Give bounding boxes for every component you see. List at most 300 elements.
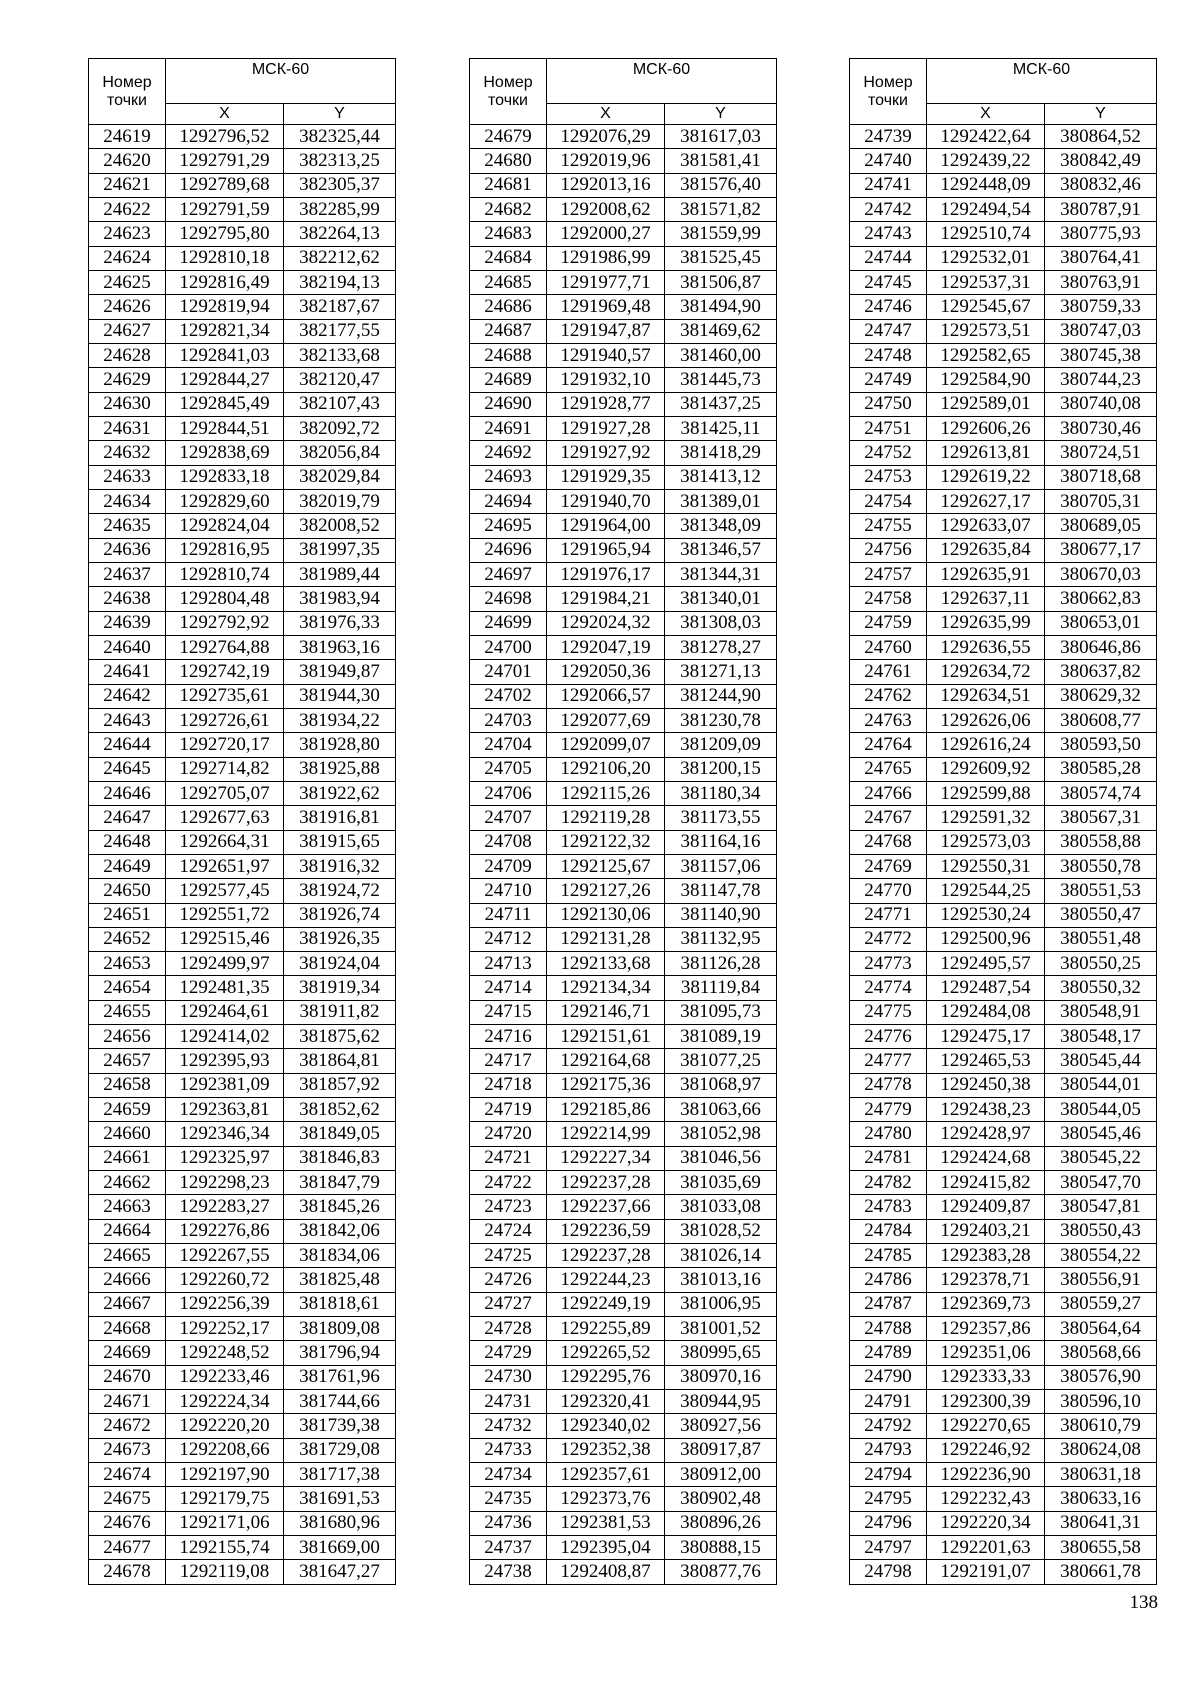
table-row xyxy=(850,1463,1157,1487)
table-row xyxy=(89,1463,396,1487)
x-coordinate-cell: 1292233,46 xyxy=(166,1365,284,1389)
point-number-cell: 24677 xyxy=(89,1536,166,1560)
x-coordinate-cell: 1292515,46 xyxy=(166,927,284,951)
x-coordinate-cell: 1292573,51 xyxy=(927,319,1045,343)
point-number-cell: 24766 xyxy=(850,781,927,805)
y-coordinate-cell: 381924,04 xyxy=(284,952,396,976)
table-row xyxy=(89,1560,396,1584)
table-row xyxy=(89,125,396,149)
point-number-cell: 24719 xyxy=(470,1098,547,1122)
y-coordinate-cell: 381132,95 xyxy=(665,927,777,951)
table-row xyxy=(89,173,396,197)
y-coordinate-cell: 381825,48 xyxy=(284,1268,396,1292)
y-coordinate-cell: 381340,01 xyxy=(665,587,777,611)
y-coordinate-cell: 381924,72 xyxy=(284,879,396,903)
x-coordinate-cell: 1292252,17 xyxy=(166,1317,284,1341)
table-row xyxy=(89,1317,396,1341)
table-row xyxy=(850,514,1157,538)
table-row xyxy=(850,368,1157,392)
point-number-cell: 24709 xyxy=(470,854,547,878)
y-coordinate-cell: 381460,00 xyxy=(665,343,777,367)
table-row xyxy=(470,1438,777,1462)
table-row xyxy=(89,270,396,294)
y-coordinate-cell: 381157,06 xyxy=(665,854,777,878)
point-number-cell: 24760 xyxy=(850,635,927,659)
point-number-cell: 24689 xyxy=(470,368,547,392)
point-number-cell: 24772 xyxy=(850,927,927,951)
x-coordinate-cell: 1292164,68 xyxy=(547,1049,665,1073)
y-coordinate-cell: 381095,73 xyxy=(665,1000,777,1024)
table-row xyxy=(89,1292,396,1316)
point-number-cell: 24787 xyxy=(850,1292,927,1316)
table-row xyxy=(470,1098,777,1122)
point-number-cell: 24643 xyxy=(89,708,166,732)
x-coordinate-cell: 1292599,88 xyxy=(927,781,1045,805)
point-number-cell: 24633 xyxy=(89,465,166,489)
x-coordinate-cell: 1292346,34 xyxy=(166,1122,284,1146)
point-number-cell: 24736 xyxy=(470,1511,547,1535)
x-column-header: X xyxy=(166,104,284,125)
y-coordinate-cell: 381180,34 xyxy=(665,781,777,805)
table-row xyxy=(89,903,396,927)
y-column-header: Y xyxy=(1045,104,1157,125)
table-row xyxy=(850,1560,1157,1584)
x-coordinate-cell: 1292795,80 xyxy=(166,222,284,246)
y-coordinate-cell: 380545,22 xyxy=(1045,1146,1157,1170)
table-row xyxy=(89,684,396,708)
table-row xyxy=(850,489,1157,513)
table-row xyxy=(89,1025,396,1049)
x-coordinate-cell: 1292550,31 xyxy=(927,854,1045,878)
y-coordinate-cell: 381173,55 xyxy=(665,806,777,830)
y-coordinate-cell: 381842,06 xyxy=(284,1219,396,1243)
x-coordinate-cell: 1292295,76 xyxy=(547,1365,665,1389)
table-row xyxy=(850,708,1157,732)
x-coordinate-cell: 1292066,57 xyxy=(547,684,665,708)
point-number-cell: 24764 xyxy=(850,733,927,757)
x-coordinate-cell: 1292415,82 xyxy=(927,1171,1045,1195)
x-coordinate-cell: 1292130,06 xyxy=(547,903,665,927)
y-coordinate-cell: 382194,13 xyxy=(284,270,396,294)
table-row xyxy=(850,1195,1157,1219)
y-coordinate-cell: 380637,82 xyxy=(1045,660,1157,684)
y-coordinate-cell: 381346,57 xyxy=(665,538,777,562)
y-coordinate-cell: 380610,79 xyxy=(1045,1414,1157,1438)
y-coordinate-cell: 381244,90 xyxy=(665,684,777,708)
x-coordinate-cell: 1292438,23 xyxy=(927,1098,1045,1122)
table-row xyxy=(850,295,1157,319)
point-number-cell: 24795 xyxy=(850,1487,927,1511)
y-coordinate-cell: 381525,45 xyxy=(665,246,777,270)
x-coordinate-cell: 1292155,74 xyxy=(166,1536,284,1560)
y-coordinate-cell: 381691,53 xyxy=(284,1487,396,1511)
point-number-cell: 24645 xyxy=(89,757,166,781)
table-row xyxy=(470,1000,777,1024)
x-coordinate-cell: 1292298,23 xyxy=(166,1171,284,1195)
y-coordinate-cell: 380646,86 xyxy=(1045,635,1157,659)
point-number-cell: 24675 xyxy=(89,1487,166,1511)
y-coordinate-cell: 380888,15 xyxy=(665,1536,777,1560)
point-number-cell: 24780 xyxy=(850,1122,927,1146)
point-number-cell: 24748 xyxy=(850,343,927,367)
x-coordinate-cell: 1292726,61 xyxy=(166,708,284,732)
x-coordinate-cell: 1292720,17 xyxy=(166,733,284,757)
x-coordinate-cell: 1292634,72 xyxy=(927,660,1045,684)
y-coordinate-cell: 380927,56 xyxy=(665,1414,777,1438)
y-coordinate-cell: 380548,17 xyxy=(1045,1025,1157,1049)
point-number-cell: 24684 xyxy=(470,246,547,270)
y-coordinate-cell: 382305,37 xyxy=(284,173,396,197)
point-number-cell: 24793 xyxy=(850,1438,927,1462)
x-coordinate-cell: 1292237,66 xyxy=(547,1195,665,1219)
table-row xyxy=(470,270,777,294)
y-coordinate-cell: 380677,17 xyxy=(1045,538,1157,562)
x-coordinate-cell: 1292635,84 xyxy=(927,538,1045,562)
point-number-cell: 24644 xyxy=(89,733,166,757)
table-row xyxy=(89,562,396,586)
point-number-header: Номер точки xyxy=(470,59,547,125)
y-coordinate-cell: 381809,08 xyxy=(284,1317,396,1341)
point-number-cell: 24751 xyxy=(850,416,927,440)
y-coordinate-cell: 380718,68 xyxy=(1045,465,1157,489)
x-coordinate-cell: 1292227,34 xyxy=(547,1146,665,1170)
point-number-cell: 24688 xyxy=(470,343,547,367)
y-coordinate-cell: 380554,22 xyxy=(1045,1244,1157,1268)
y-coordinate-cell: 382212,62 xyxy=(284,246,396,270)
x-coordinate-cell: 1292530,24 xyxy=(927,903,1045,927)
point-number-cell: 24717 xyxy=(470,1049,547,1073)
x-coordinate-cell: 1292232,43 xyxy=(927,1487,1045,1511)
table-row xyxy=(89,416,396,440)
point-number-cell: 24716 xyxy=(470,1025,547,1049)
x-coordinate-cell: 1292185,86 xyxy=(547,1098,665,1122)
table-row xyxy=(470,173,777,197)
point-number-cell: 24630 xyxy=(89,392,166,416)
table-row xyxy=(89,1195,396,1219)
y-coordinate-cell: 381852,62 xyxy=(284,1098,396,1122)
coordinate-system-header: МСК-60 xyxy=(927,59,1157,104)
coordinates-table-3 xyxy=(849,58,1157,1585)
table-row xyxy=(470,1317,777,1341)
x-coordinate-cell: 1292637,11 xyxy=(927,587,1045,611)
point-number-cell: 24641 xyxy=(89,660,166,684)
x-coordinate-cell: 1292077,69 xyxy=(547,708,665,732)
y-coordinate-cell: 380896,26 xyxy=(665,1511,777,1535)
x-coordinate-cell: 1292106,20 xyxy=(547,757,665,781)
point-number-cell: 24722 xyxy=(470,1171,547,1195)
x-coordinate-cell: 1292450,38 xyxy=(927,1073,1045,1097)
x-coordinate-cell: 1292845,49 xyxy=(166,392,284,416)
y-coordinate-cell: 380544,01 xyxy=(1045,1073,1157,1097)
x-coordinate-cell: 1292635,91 xyxy=(927,562,1045,586)
y-coordinate-cell: 381348,09 xyxy=(665,514,777,538)
table-row xyxy=(470,1536,777,1560)
x-coordinate-cell: 1292237,28 xyxy=(547,1171,665,1195)
x-coordinate-cell: 1292582,65 xyxy=(927,343,1045,367)
table-row xyxy=(470,976,777,1000)
table-row xyxy=(89,1146,396,1170)
x-coordinate-cell: 1292151,61 xyxy=(547,1025,665,1049)
point-number-cell: 24739 xyxy=(850,125,927,149)
x-coordinate-cell: 1292115,26 xyxy=(547,781,665,805)
y-coordinate-cell: 381437,25 xyxy=(665,392,777,416)
table-row xyxy=(89,1171,396,1195)
x-coordinate-cell: 1292616,24 xyxy=(927,733,1045,757)
table-row xyxy=(470,1390,777,1414)
y-coordinate-cell: 381944,30 xyxy=(284,684,396,708)
x-coordinate-cell: 1292626,06 xyxy=(927,708,1045,732)
y-coordinate-cell: 380544,05 xyxy=(1045,1098,1157,1122)
table-row xyxy=(470,1122,777,1146)
y-coordinate-cell: 381001,52 xyxy=(665,1317,777,1341)
point-number-cell: 24687 xyxy=(470,319,547,343)
x-coordinate-cell: 1292651,97 xyxy=(166,854,284,878)
point-number-cell: 24631 xyxy=(89,416,166,440)
point-number-cell: 24668 xyxy=(89,1317,166,1341)
y-coordinate-cell: 381983,94 xyxy=(284,587,396,611)
y-coordinate-cell: 380877,76 xyxy=(665,1560,777,1584)
table-row xyxy=(850,441,1157,465)
x-coordinate-cell: 1291940,57 xyxy=(547,343,665,367)
point-number-cell: 24634 xyxy=(89,489,166,513)
y-coordinate-cell: 381571,82 xyxy=(665,197,777,221)
point-number-cell: 24678 xyxy=(89,1560,166,1584)
x-coordinate-cell: 1292122,32 xyxy=(547,830,665,854)
point-number-cell: 24784 xyxy=(850,1219,927,1243)
point-number-cell: 24724 xyxy=(470,1219,547,1243)
table-row xyxy=(470,1365,777,1389)
x-coordinate-cell: 1292119,08 xyxy=(166,1560,284,1584)
x-coordinate-cell: 1292465,53 xyxy=(927,1049,1045,1073)
y-coordinate-cell: 381581,41 xyxy=(665,149,777,173)
y-coordinate-cell: 381271,13 xyxy=(665,660,777,684)
point-number-cell: 24628 xyxy=(89,343,166,367)
coordinate-system-header: МСК-60 xyxy=(166,59,396,104)
y-coordinate-cell: 382264,13 xyxy=(284,222,396,246)
x-coordinate-cell: 1292510,74 xyxy=(927,222,1045,246)
point-number-cell: 24639 xyxy=(89,611,166,635)
point-number-cell: 24673 xyxy=(89,1438,166,1462)
y-coordinate-cell: 382285,99 xyxy=(284,197,396,221)
table-row xyxy=(89,368,396,392)
y-coordinate-cell: 380596,10 xyxy=(1045,1390,1157,1414)
x-coordinate-cell: 1292824,04 xyxy=(166,514,284,538)
x-coordinate-cell: 1292821,34 xyxy=(166,319,284,343)
x-coordinate-cell: 1292236,90 xyxy=(927,1463,1045,1487)
y-coordinate-cell: 381077,25 xyxy=(665,1049,777,1073)
point-number-cell: 24661 xyxy=(89,1146,166,1170)
point-number-cell: 24659 xyxy=(89,1098,166,1122)
point-number-cell: 24636 xyxy=(89,538,166,562)
point-number-cell: 24653 xyxy=(89,952,166,976)
table-row xyxy=(89,976,396,1000)
x-coordinate-cell: 1292133,68 xyxy=(547,952,665,976)
table-row xyxy=(850,733,1157,757)
y-coordinate-cell: 381209,09 xyxy=(665,733,777,757)
y-coordinate-cell: 381963,16 xyxy=(284,635,396,659)
x-coordinate-cell: 1291984,21 xyxy=(547,587,665,611)
point-number-cell: 24685 xyxy=(470,270,547,294)
point-number-cell: 24637 xyxy=(89,562,166,586)
x-coordinate-cell: 1292146,71 xyxy=(547,1000,665,1024)
x-coordinate-cell: 1292244,23 xyxy=(547,1268,665,1292)
y-coordinate-cell: 380730,46 xyxy=(1045,416,1157,440)
y-coordinate-cell: 380547,70 xyxy=(1045,1171,1157,1195)
table-row xyxy=(470,684,777,708)
y-coordinate-cell: 381052,98 xyxy=(665,1122,777,1146)
y-coordinate-cell: 382019,79 xyxy=(284,489,396,513)
table-row xyxy=(89,854,396,878)
point-number-cell: 24723 xyxy=(470,1195,547,1219)
table-row xyxy=(89,757,396,781)
point-number-cell: 24765 xyxy=(850,757,927,781)
point-number-cell: 24642 xyxy=(89,684,166,708)
x-coordinate-cell: 1292627,17 xyxy=(927,489,1045,513)
point-number-cell: 24752 xyxy=(850,441,927,465)
x-coordinate-cell: 1292395,04 xyxy=(547,1536,665,1560)
y-coordinate-cell: 380550,43 xyxy=(1045,1219,1157,1243)
table-row xyxy=(89,952,396,976)
point-number-cell: 24763 xyxy=(850,708,927,732)
x-coordinate-cell: 1291940,70 xyxy=(547,489,665,513)
table-row xyxy=(470,1049,777,1073)
y-coordinate-cell: 380576,90 xyxy=(1045,1365,1157,1389)
table-row xyxy=(89,343,396,367)
table-row xyxy=(850,319,1157,343)
table-row xyxy=(850,781,1157,805)
table-row xyxy=(89,295,396,319)
y-coordinate-cell: 380744,23 xyxy=(1045,368,1157,392)
point-number-cell: 24738 xyxy=(470,1560,547,1584)
y-coordinate-cell: 380662,83 xyxy=(1045,587,1157,611)
x-coordinate-cell: 1292481,35 xyxy=(166,976,284,1000)
point-number-cell: 24790 xyxy=(850,1365,927,1389)
y-coordinate-cell: 381949,87 xyxy=(284,660,396,684)
x-coordinate-cell: 1292220,20 xyxy=(166,1414,284,1438)
table-row xyxy=(89,1365,396,1389)
table-row xyxy=(89,1487,396,1511)
table-row xyxy=(850,465,1157,489)
point-number-cell: 24700 xyxy=(470,635,547,659)
x-coordinate-cell: 1292175,36 xyxy=(547,1073,665,1097)
x-coordinate-cell: 1291965,94 xyxy=(547,538,665,562)
point-number-cell: 24629 xyxy=(89,368,166,392)
y-coordinate-cell: 381445,73 xyxy=(665,368,777,392)
y-coordinate-cell: 381068,97 xyxy=(665,1073,777,1097)
table-row xyxy=(850,1487,1157,1511)
coordinates-table-1 xyxy=(88,58,396,1585)
table-row xyxy=(470,781,777,805)
point-number-cell: 24747 xyxy=(850,319,927,343)
point-number-cell: 24749 xyxy=(850,368,927,392)
y-coordinate-cell: 381916,81 xyxy=(284,806,396,830)
x-coordinate-cell: 1292500,96 xyxy=(927,927,1045,951)
table-row xyxy=(470,587,777,611)
table-row xyxy=(470,246,777,270)
y-coordinate-cell: 380558,88 xyxy=(1045,830,1157,854)
x-coordinate-cell: 1292495,57 xyxy=(927,952,1045,976)
point-number-cell: 24699 xyxy=(470,611,547,635)
point-number-cell: 24720 xyxy=(470,1122,547,1146)
point-number-cell: 24779 xyxy=(850,1098,927,1122)
y-coordinate-cell: 381089,19 xyxy=(665,1025,777,1049)
table-row xyxy=(850,1438,1157,1462)
x-coordinate-cell: 1292267,55 xyxy=(166,1244,284,1268)
x-coordinate-cell: 1292577,45 xyxy=(166,879,284,903)
x-coordinate-cell: 1292201,63 xyxy=(927,1536,1045,1560)
point-number-cell: 24730 xyxy=(470,1365,547,1389)
x-coordinate-cell: 1292448,09 xyxy=(927,173,1045,197)
table-row xyxy=(470,538,777,562)
x-coordinate-cell: 1292256,39 xyxy=(166,1292,284,1316)
table-row xyxy=(470,441,777,465)
x-coordinate-cell: 1292634,51 xyxy=(927,684,1045,708)
x-coordinate-cell: 1292635,99 xyxy=(927,611,1045,635)
y-coordinate-cell: 380548,91 xyxy=(1045,1000,1157,1024)
point-number-cell: 24702 xyxy=(470,684,547,708)
y-coordinate-cell: 381035,69 xyxy=(665,1171,777,1195)
point-number-cell: 24726 xyxy=(470,1268,547,1292)
x-coordinate-cell: 1292099,07 xyxy=(547,733,665,757)
y-coordinate-cell: 382133,68 xyxy=(284,343,396,367)
x-coordinate-cell: 1292606,26 xyxy=(927,416,1045,440)
x-coordinate-cell: 1292260,72 xyxy=(166,1268,284,1292)
y-coordinate-cell: 381494,90 xyxy=(665,295,777,319)
table-row xyxy=(89,1098,396,1122)
x-coordinate-cell: 1291932,10 xyxy=(547,368,665,392)
point-number-cell: 24682 xyxy=(470,197,547,221)
point-number-cell: 24770 xyxy=(850,879,927,903)
y-coordinate-cell: 381864,81 xyxy=(284,1049,396,1073)
point-number-cell: 24638 xyxy=(89,587,166,611)
table-row xyxy=(470,465,777,489)
point-number-cell: 24776 xyxy=(850,1025,927,1049)
x-coordinate-cell: 1292000,27 xyxy=(547,222,665,246)
y-coordinate-cell: 381046,56 xyxy=(665,1146,777,1170)
y-coordinate-cell: 381617,03 xyxy=(665,125,777,149)
y-coordinate-cell: 380764,41 xyxy=(1045,246,1157,270)
y-coordinate-cell: 380787,91 xyxy=(1045,197,1157,221)
x-coordinate-cell: 1292013,16 xyxy=(547,173,665,197)
y-coordinate-cell: 381919,34 xyxy=(284,976,396,1000)
table-row xyxy=(470,708,777,732)
point-number-cell: 24758 xyxy=(850,587,927,611)
y-coordinate-cell: 381006,95 xyxy=(665,1292,777,1316)
table-row xyxy=(470,1195,777,1219)
x-coordinate-cell: 1291927,28 xyxy=(547,416,665,440)
y-coordinate-cell: 381126,28 xyxy=(665,952,777,976)
table-row xyxy=(89,1000,396,1024)
point-number-cell: 24696 xyxy=(470,538,547,562)
point-number-cell: 24715 xyxy=(470,1000,547,1024)
y-coordinate-cell: 381857,92 xyxy=(284,1073,396,1097)
table-row xyxy=(850,1219,1157,1243)
y-coordinate-cell: 380556,91 xyxy=(1045,1268,1157,1292)
y-coordinate-cell: 380912,00 xyxy=(665,1463,777,1487)
y-coordinate-cell: 381063,66 xyxy=(665,1098,777,1122)
point-number-cell: 24664 xyxy=(89,1219,166,1243)
point-number-cell: 24713 xyxy=(470,952,547,976)
table-row xyxy=(470,660,777,684)
table-row xyxy=(850,1122,1157,1146)
table-row xyxy=(89,611,396,635)
y-coordinate-cell: 381925,88 xyxy=(284,757,396,781)
table-row xyxy=(89,879,396,903)
table-row xyxy=(850,392,1157,416)
point-number-cell: 24755 xyxy=(850,514,927,538)
table-row xyxy=(89,465,396,489)
x-coordinate-cell: 1292381,09 xyxy=(166,1073,284,1097)
